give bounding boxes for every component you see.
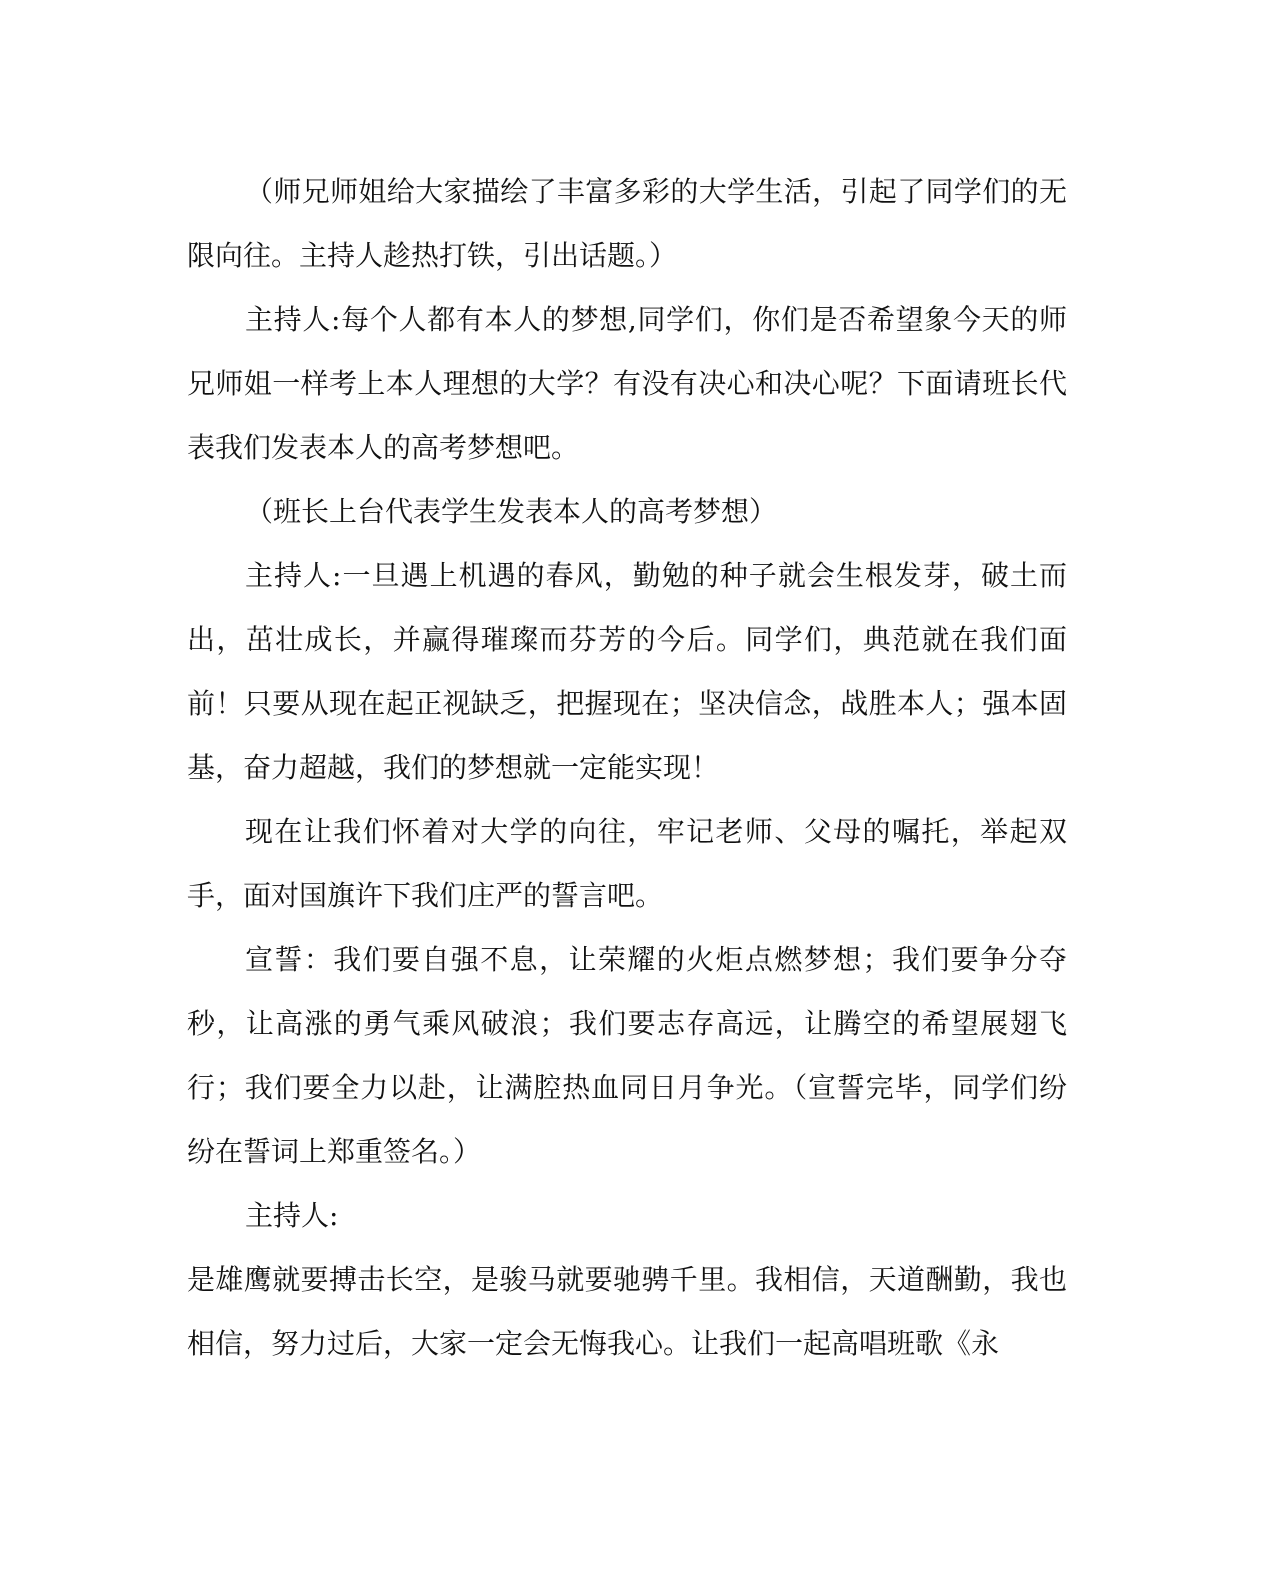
paragraph-stage-direction-2: （班长上台代表学生发表本人的高考梦想）	[245, 495, 778, 528]
paragraph-stage-direction-1: （师兄师姐给大家描绘了丰富多彩的大学生活，引起了同学们的无限向往。主持人趁热打铁，引出话题。）	[187, 175, 1067, 272]
paragraph-closing: 是雄鹰就要搏击长空，是骏马就要驰骋千里。我相信，天道酬勤，我也相信，努力过后，大家一定会无悔我心。让我们一起高唱班歌《永	[187, 1263, 1067, 1360]
paragraph-host-opportunity: 主持人:一旦遇上机遇的春风，勤勉的种子就会生根发芽，破土而出，茁壮成长，并赢得璀璨而芬芳的今后。同学们，典范就在我们面前！只要从现在起正视缺乏，把握现在；坚决信念，战胜本人；强本固基，奋力超越，我们的梦想就一定能实现！	[187, 559, 1067, 784]
paragraph-oath-intro: 现在让我们怀着对大学的向往，牢记老师、父母的嘱托，举起双手，面对国旗许下我们庄严的誓言吧。	[187, 815, 1067, 912]
paragraph-oath: 宣誓：我们要自强不息，让荣耀的火炬点燃梦想；我们要争分夺秒，让高涨的勇气乘风破浪；我们要志存高远，让腾空的希望展翅飞行；我们要全力以赴，让满腔热血同日月争光。（宣誓完毕，同学们纷纷在誓词上郑重签名。）	[187, 943, 1067, 1168]
paragraph-host-dream: 主持人:每个人都有本人的梦想,同学们，你们是否希望象今天的师兄师姐一样考上本人理想的大学？有没有决心和决心呢？下面请班长代表我们发表本人的高考梦想吧。	[187, 303, 1067, 464]
paragraph-host-label: 主持人:	[245, 1199, 339, 1232]
document-body	[187, 160, 1067, 1376]
